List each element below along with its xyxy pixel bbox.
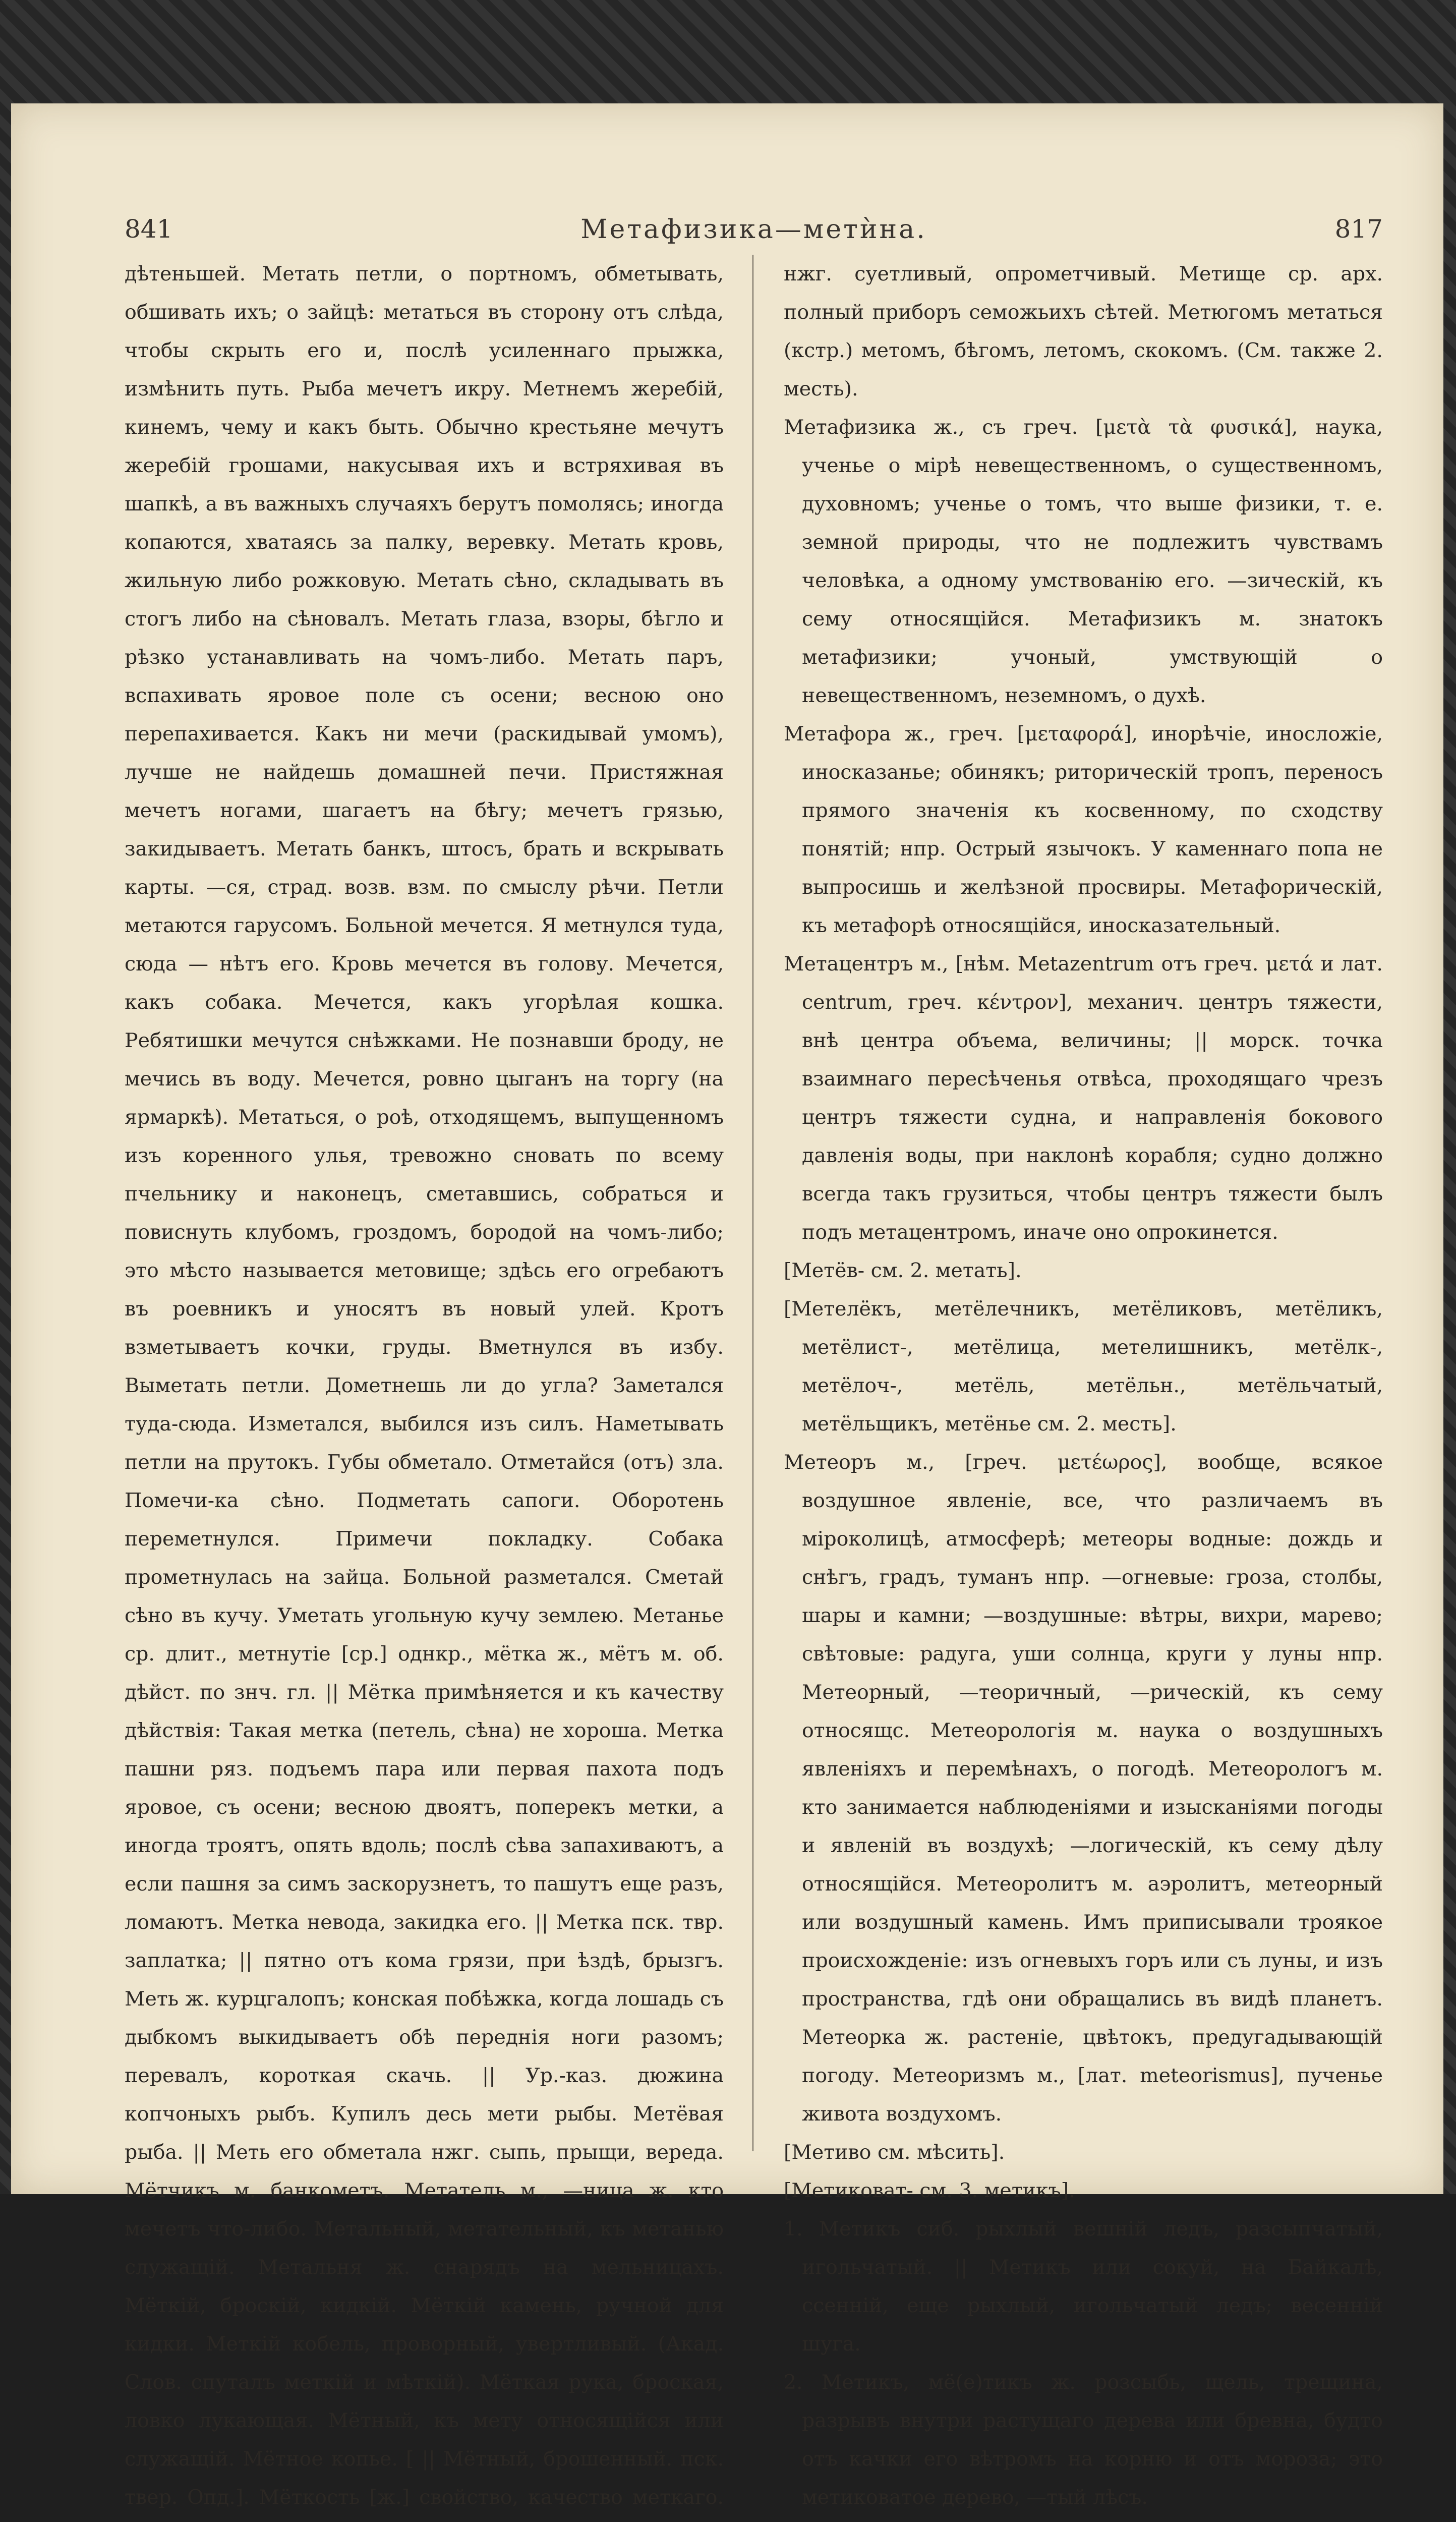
dictionary-entry: Метацентръ м., [нѣм. Metazentrum отъ греч. μετά и лат. centrum, греч. κέντρον], механич. центръ тяжести, внѣ центра объема, величины; || морск. точка взаимнаго пересѣченья отвѣса, проходящаго чрезъ центръ тяжести судна, и направленія бокового давленія воды, при наклонѣ корабля; судно должно всегда такъ грузиться, чтобы центръ тяжести былъ подъ метацентромъ, иначе оно опрокинется. [784,952,1383,1244]
running-head: Метафизика—метѝна. [580,214,927,245]
page-content [125,214,1383,2509]
right-column [784,255,1383,2509]
book-page [11,103,1443,2509]
dictionary-entry: 1. Метикъ сиб. рыхлый вешній ледъ, разсыпчатый, игольчатый. || Метикъ или сокуй, на Байкалѣ, ссенній, еще рыхлый, игольчатый ледъ; весенній шуга. [784,2217,1383,2356]
dictionary-entry: [Метёв- см. 2. метать]. [784,1259,1022,1282]
page-number-left: 841 [125,214,173,244]
dictionary-entry: [Метиво см. мѣсить]. [784,2141,1005,2164]
entry-text: нжг. суетливый, опрометчивый. Метище ср. арх. полный приборъ семожьихъ сѣтей. Метюгомъ метаться (кстр.) метомъ, бѣгомъ, летомъ, скокомъ. (См. также 2. месть). [784,262,1383,400]
column-divider [752,255,753,2151]
dictionary-entry: 2. Метикъ, мё(е)тикъ ж. розсыбь, щель, трещина, разрывъ внутри растущаго дерева или бревна, будто отъ качки его вѣтромъ на корню и отъ мороза; это метиковатое дерево, —тый лѣсъ. [784,2371,1383,2509]
entry-text: дѣтеньшей. Метать петли, о портномъ, обметывать, обшивать ихъ; о зайцѣ: метаться въ сторону отъ слѣда, чтобы скрыть его и, послѣ усиленнаго прыжка, измѣнить путь. Рыба мечетъ икру. Метнемъ жеребій, кинемъ, чему и какъ быть. Обычно крестьяне мечутъ жеребій грошами, накусывая ихъ и встряхивая въ шапкѣ, а въ важныхъ случаяхъ берутъ помолясь; иногда копаются, хватаясь за палку, веревку. Метать кровь, жильную либо рожковую. Метать сѣно, складывать въ стогъ либо на сѣновалъ. Метать глаза, взоры, бѣгло и рѣзко устанавливать на чомъ-либо. Метать паръ, вспахивать яровое поле съ осени; весною оно перепахивается. Какъ ни мечи (раскидывай умомъ), лучше не найдешь домашней печи. Пристяжная мечетъ ногами, шагаетъ на бѣгу; мечетъ грязью, закидываетъ. Метать банкъ, штосъ, брать и вскрывать карты. —ся, страд. возв. взм. по смыслу рѣчи. Петли метаются гарусомъ. Больной мечется. Я метнулся туда, сюда — нѣтъ его. Кровь мечется въ голову. Мечется, какъ собака. Мечется, какъ угорѣлая кошка. Ребятишки мечутся снѣжками. Не познавши броду, не мечись въ воду. Мечется, ровно цыганъ на торгу (на ярмаркѣ). Метаться, о роѣ, отходящемъ, выпущенномъ изъ коренного улья, тревожно сновать по всему пчельнику и наконецъ, сметавшись, собраться и повиснуть клубомъ, гроздомъ, бородой на чомъ-либо; это мѣсто называется метовище; здѣсь его огребаютъ въ роевникъ и уносятъ въ новый улей. Кротъ взметываетъ кочки, груды. Вметнулся въ избу. Выметать петли. Дометнешь ли до угла? Заметался туда-сюда. Изметался, выбился изъ силъ. Наметывать петли на прутокъ. Губы обметало. Отметайся (отъ) зла. Помечи-ка сѣно. Подметать сапоги. Оборотень переметнулся. Примечи покладку. Собака прометнулась на зайца. Больной разметался. Сметай сѣно въ кучу. Уметать угольную кучу землею. Метанье ср. длит., метнутіе [ср.] однкр., мётка ж., мётъ м. об. дѣйст. по знч. гл. || Мётка примѣняется и къ качеству дѣйствія: Такая метка (петель, сѣна) не хороша. Метка пашни ряз. подъемъ пара или первая пахота подъ яровое, съ осени; весною двоятъ, поперекъ метки, а иногда троятъ, опять вдоль; послѣ сѣва запахиваютъ, а если пашня за симъ заскорузнетъ, то пашутъ еще разъ, ломаютъ. Метка невода, закидка его. || Метка пск. твр. заплатка; || пятно отъ кома грязи, при ѣздѣ, брызгъ. Меть ж. курцгалопъ; конская побѣжка, когда лошадь съ дыбкомъ выкидываетъ обѣ переднія ноги разомъ; перевалъ, короткая скачь. || Ур.-каз. дюжина копчоныхъ рыбъ. Купилъ десь мети рыбы. Метёвая рыба. || Меть его обметала нжг. сыпь, прыщи, вереда. Мётчикъ м. банкометъ. Метатель м., —ница ж. кто мечетъ что-либо. Метальный, метательный, къ метанью служащій. Метальня ж. снарядъ на мельницахъ. Мёткій, броскій, кидкій. Мёткій камень, ручной для кидки. Меткій кобель, проворный, увертливый. (Акад. Слов. спуталъ меткій и мѣткій). Мёткая рука, броская, ловко лукающая. Мётный, къ мету относящійся или служащій. Мётное копье. [ || Мётный, брошенный. пск. твер. Опд.]. Мёткость [ж.] свойство, качество меткаго. [125,262,724,2509]
dictionary-entry: Метеоръ м., [греч. μετέωρος], вообще, всякое воздушное явленіе, все, что различаемъ въ міроколицѣ, атмосферѣ; метеоры водные: дождь и снѣгъ, градъ, туманъ нпр. —огневые: гроза, столбы, шары и камни; —воздушные: вѣтры, вихри, марево; свѣтовые: радуга, уши солнца, круги у луны нпр. Метеорный, —теоричный, —рическій, къ сему относящс. Метеорологія м. наука о воздушныхъ явленіяхъ и перемѣнахъ, о погодѣ. Метеорологъ м. кто занимается наблюденіями и изысканіями погоды и явленій въ воздухѣ; —логическій, къ сему дѣлу относящійся. Метеоролитъ м. аэролитъ, метеорный или воздушный камень. Имъ приписывали троякое происхожденіе: изъ огневыхъ горъ или съ луны, и изъ пространства, гдѣ они обращались въ видѣ планетъ. Метеорка ж. растеніе, цвѣтокъ, предугадывающій погоду. Метеоризмъ м., [лат. meteorismus], пученье живота воздухомъ. [784,1451,1383,2126]
page-header [125,214,1383,255]
text-columns [125,255,1383,2509]
dictionary-entry [784,2516,1383,2522]
dictionary-entry: [Метелёкъ, метёлечникъ, метёликовъ, метёликъ, метёлист-, метёлица, метелишникъ, метёлк-, метёлоч-, метёль, метёльн., метёльчатый, метёльщикъ, метёнье см. 2. месть]. [784,1297,1383,1436]
left-column [125,255,724,2509]
dictionary-entry: [Метиковат- см. 3. метикъ]. [784,2179,1075,2202]
page-number-right: 817 [1334,214,1383,244]
dictionary-entry: Метафора ж., греч. [μεταφορά], инорѣчіе, иносложіе, иносказанье; обинякъ; риторическій тропъ, переносъ прямого значенія къ косвенному, по сходству понятій; нпр. Острый язычокъ. У каменнаго попа не выпросишь и желѣзной просвиры. Метафорическій, къ метафорѣ относящійся, иносказательный. [784,722,1383,937]
dictionary-entry: Метафизика ж., съ греч. [μετὰ τὰ φυσικά], наука, ученье о мірѣ невещественномъ, о существенномъ, духовномъ; ученье о томъ, что выше физики, т. е. земной природы, что не подлежитъ чувствамъ человѣка, а одному умствованію его. —зическій, къ сему относящійся. Метафизикъ м. знатокъ метафизики; учоный, умствующій о невещественномъ, неземномъ, о духѣ. [784,416,1383,707]
